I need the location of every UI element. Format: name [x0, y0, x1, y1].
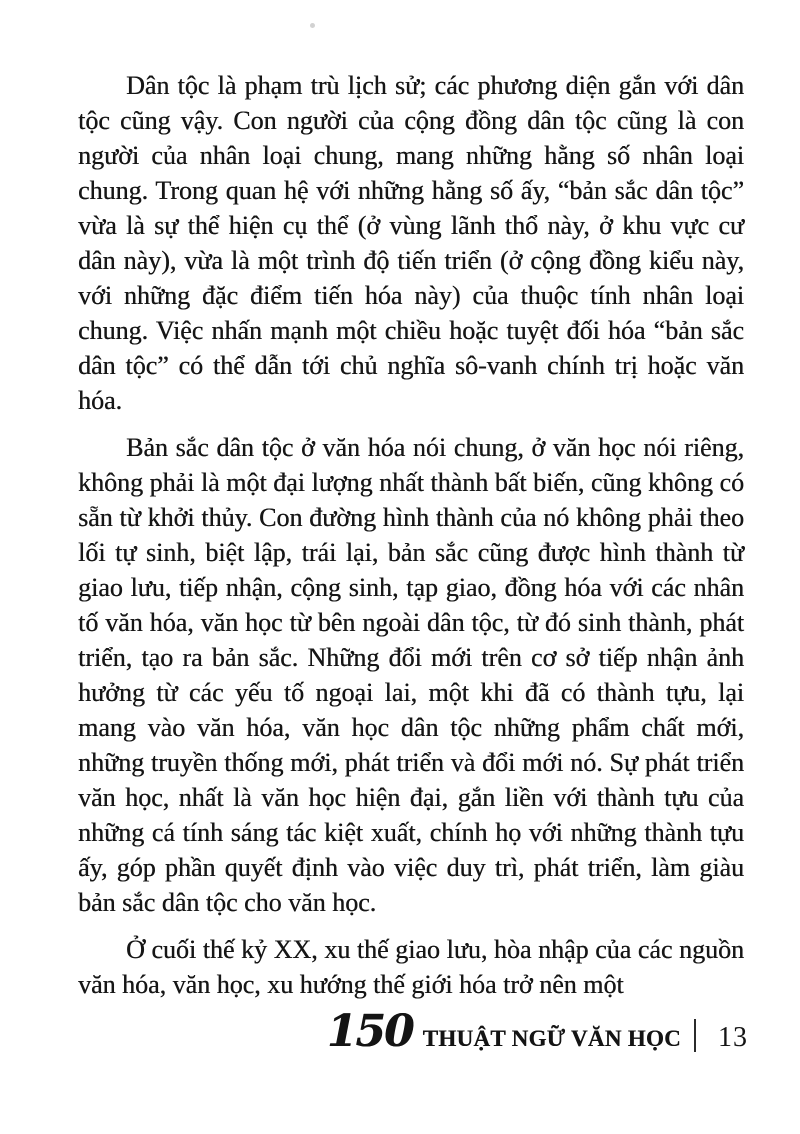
page-text-block: [78, 68, 744, 1014]
series-number: 150: [326, 1006, 413, 1057]
paragraph-1: Dân tộc là phạm trù lịch sử; các phương diện gắn với dân tộc cũng vậy. Con người của cộng đồng dân tộc cũng là con người của nhân loại chung, mang những hằng số nhân loại chung. Trong quan hệ với những hằng số ấy, “bản sắc dân tộc” vừa là sự thể hiện cụ thể (ở vùng lãnh thổ này, ở khu vực cư dân này), vừa là một trình độ tiến triển (ở cộng đồng kiểu này, với những đặc điểm tiến hóa này) của thuộc tính nhân loại chung. Việc nhấn mạnh một chiều hoặc tuyệt đối hóa “bản sắc dân tộc” có thể dẫn tới chủ nghĩa sô-vanh chính trị hoặc văn hóa.: [78, 71, 744, 415]
paragraph-3: Ở cuối thế kỷ XX, xu thế giao lưu, hòa nhập của các nguồn văn hóa, văn học, xu hướng thế giới hóa trở nên một: [78, 935, 744, 999]
series-title: THUẬT NGỮ VĂN HỌC: [422, 1026, 681, 1051]
page-footer: [327, 1006, 748, 1057]
scan-speck: [310, 23, 315, 28]
page-number: 13: [718, 1022, 748, 1053]
paragraph-2: Bản sắc dân tộc ở văn hóa nói chung, ở văn học nói riêng, không phải là một đại lượng nhất thành bất biến, cũng không có sẵn từ khởi thủy. Con đường hình thành của nó không phải theo lối tự sinh, biệt lập, trái lại, bản sắc cũng được hình thành từ giao lưu, tiếp nhận, cộng sinh, tạp giao, đồng hóa với các nhân tố văn hóa, văn học từ bên ngoài dân tộc, từ đó sinh thành, phát triển, tạo ra bản sắc. Những đổi mới trên cơ sở tiếp nhận ảnh hưởng từ các yếu tố ngoại lai, một khi đã có thành tựu, lại mang vào văn hóa, văn học dân tộc những phẩm chất mới, những truyền thống mới, phát triển và đổi mới nó. Sự phát triển văn học, nhất là văn học hiện đại, gắn liền với thành tựu của những cá tính sáng tác kiệt xuất, chính họ với những thành tựu ấy, góp phần quyết định vào việc duy trì, phát triển, làm giàu bản sắc dân tộc cho văn học.: [78, 433, 744, 917]
footer-divider: [694, 1019, 696, 1052]
